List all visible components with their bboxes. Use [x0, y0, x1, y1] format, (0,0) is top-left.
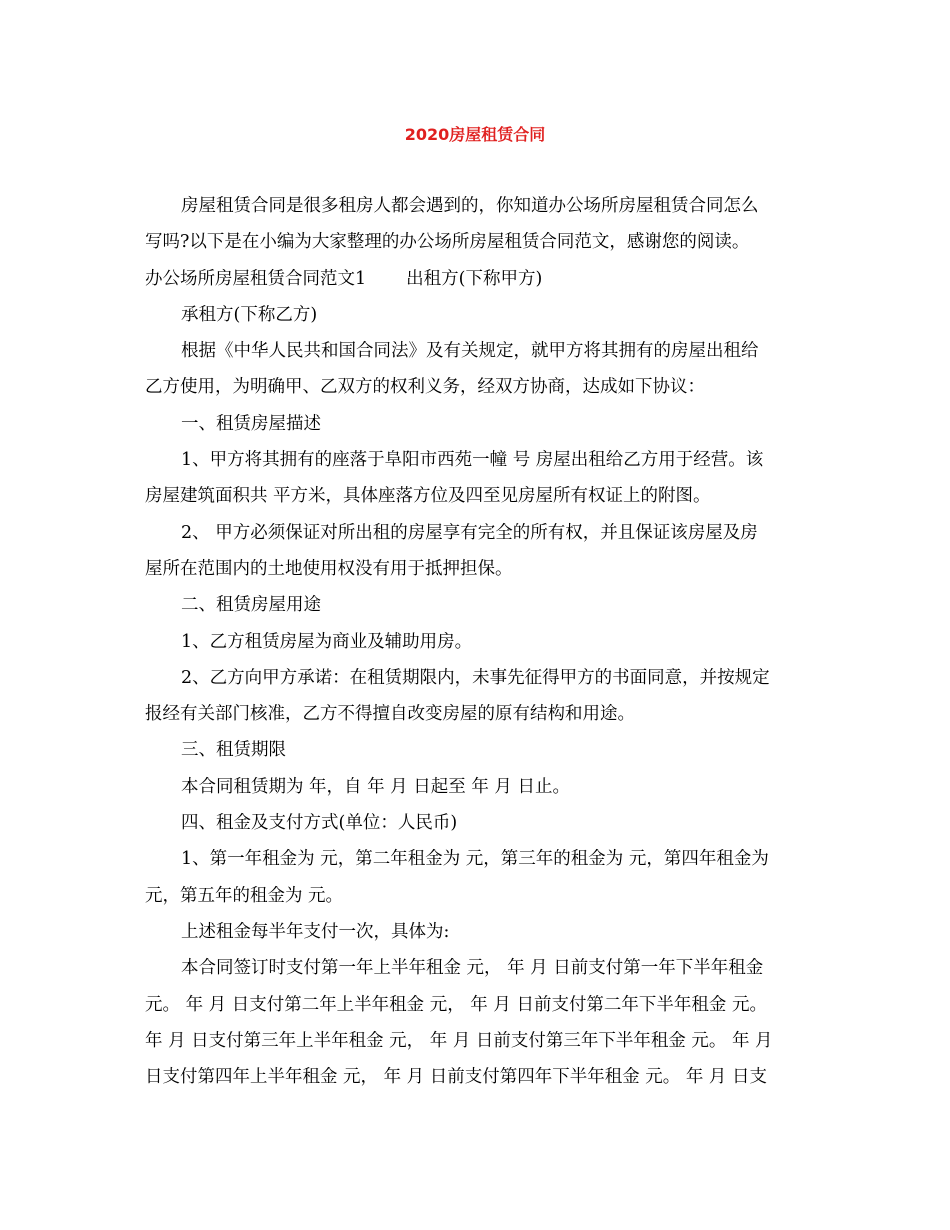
- section-1-item-2-line-2: 屋所在范围内的土地使用权没有用于抵押担保。: [145, 558, 513, 579]
- section-2-heading: 二、租赁房屋用途: [181, 595, 321, 616]
- document-title: 2020房屋租赁合同: [404, 125, 546, 144]
- lessee-label: 承租方(下称乙方): [181, 304, 318, 325]
- payment-line-1: 本合同签订时支付第一年上半年租金 元， 年 月 日前支付第一年下半年租金: [181, 958, 764, 979]
- section-3-heading: 三、租赁期限: [181, 740, 286, 761]
- preamble-line-2: 乙方使用，为明确甲、乙双方的权利义务，经双方协商，达成如下协议：: [145, 377, 705, 398]
- section-2-item-2: [145, 660, 815, 733]
- section-4-payment-schedule: [145, 950, 815, 1095]
- payment-line-4: 日支付第四年上半年租金 元， 年 月 日前支付第四年下半年租金 元。 年 月 日支: [145, 1067, 767, 1088]
- section-1-item-1: [145, 442, 815, 515]
- section-4-item-1-line-1: 1、第一年租金为 元，第二年租金为 元，第三年的租金为 元，第四年租金为: [181, 849, 769, 870]
- section-1-item-1-line-1: 1、甲方将其拥有的座落于阜阳市西苑一幢 号 房屋出租给乙方用于经营。该: [181, 450, 764, 471]
- section-2-item-2-line-2: 报经有关部门核准，乙方不得擅自改变房屋的原有结构和用途。: [145, 704, 635, 725]
- section-4-item-1: [145, 841, 815, 914]
- section-4-heading: 四、租金及支付方式(单位：人民币): [181, 813, 458, 834]
- intro-line-2: 写吗?以下是在小编为大家整理的办公场所房屋租赁合同范文，感谢您的阅读。: [145, 232, 750, 253]
- intro-paragraph: [145, 188, 815, 261]
- document-body: [145, 188, 815, 1095]
- payment-line-3: 年 月 日支付第三年上半年租金 元， 年 月 日前支付第三年下半年租金 元。 年 月: [145, 1030, 773, 1051]
- section-1-item-2: [145, 515, 815, 588]
- section-1-item-2-line-1: 2、 甲方必须保证对所出租的房屋享有完全的所有权，并且保证该房屋及房: [181, 522, 758, 543]
- section-1-item-1-line-2: 房屋建筑面积共 平方米，具体座落方位及四至见房屋所有权证上的附图。: [145, 486, 711, 507]
- lessor-label: 出租方(下称甲方): [406, 268, 543, 289]
- section-3-text: 本合同租赁期为 年，自 年 月 日起至 年 月 日止。: [181, 776, 570, 797]
- preamble-line-1: 根据《中华人民共和国合同法》及有关规定，就甲方将其拥有的房屋出租给: [181, 341, 759, 362]
- sample-heading: 办公场所房屋租赁合同范文1: [145, 268, 367, 289]
- intro-line-1: 房屋租赁合同是很多租房人都会遇到的，你知道办公场所房屋租赁合同怎么: [181, 196, 759, 216]
- section-2-item-1: 1、乙方租赁房屋为商业及辅助用房。: [181, 631, 473, 652]
- preamble-paragraph: [145, 333, 815, 406]
- section-4-text-1: 上述租金每半年支付一次，具体为:: [181, 921, 450, 942]
- sample-heading-line: [145, 261, 815, 297]
- section-4-item-1-line-2: 元，第五年的租金为 元。: [145, 885, 344, 906]
- payment-line-2: 元。 年 月 日支付第二年上半年租金 元， 年 月 日前支付第二年下半年租金 元。: [145, 994, 767, 1015]
- section-2-item-2-line-1: 2、乙方向甲方承诺：在租赁期限内，未事先征得甲方的书面同意，并按规定: [181, 667, 770, 688]
- section-1-heading: 一、租赁房屋描述: [181, 413, 321, 434]
